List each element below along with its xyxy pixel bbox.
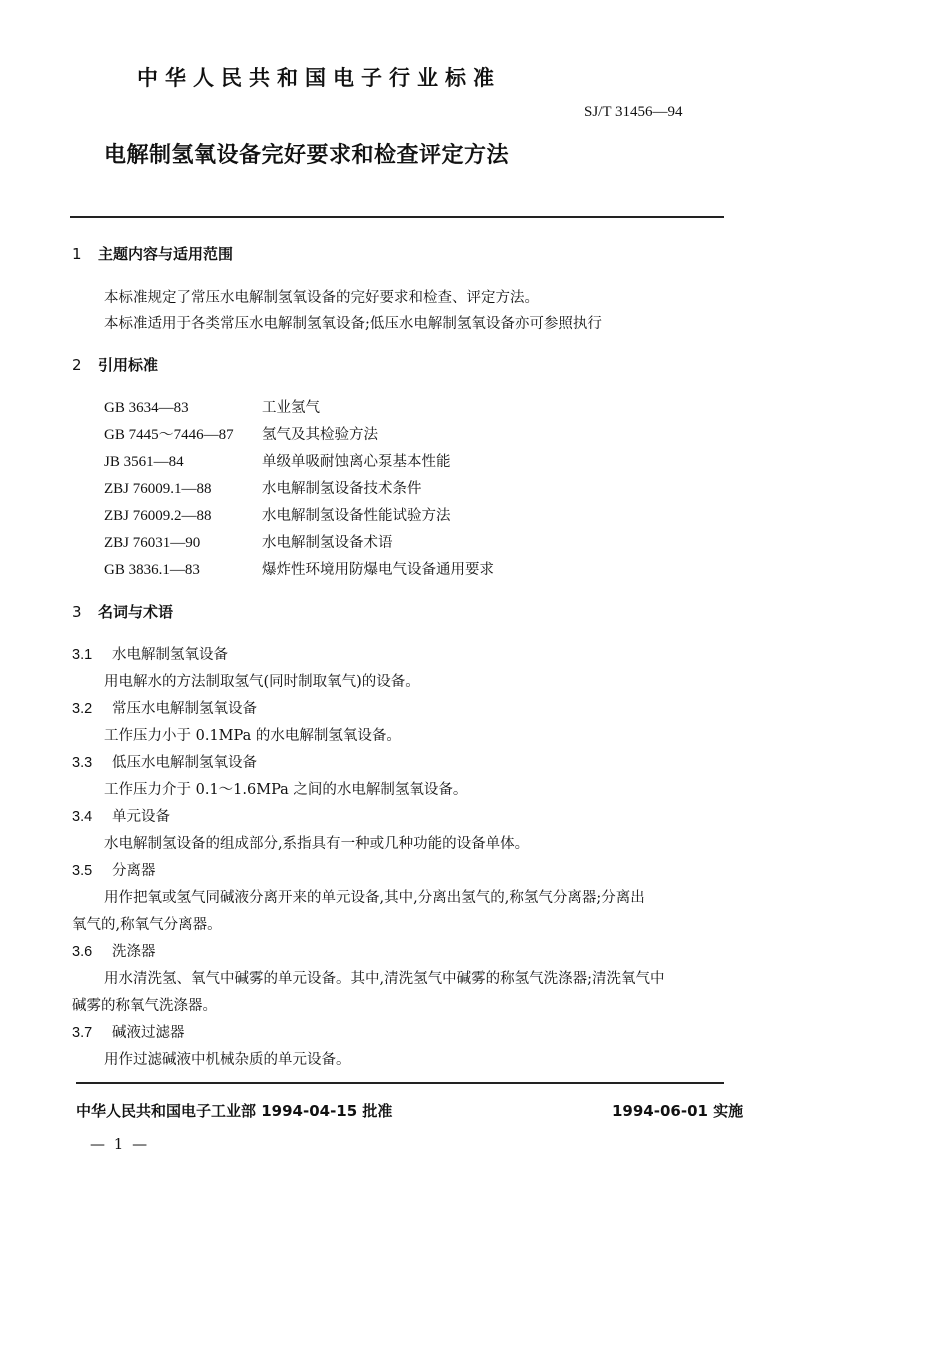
title-divider (70, 216, 724, 218)
page-number: — 1 — (90, 1135, 150, 1153)
term-name: 洗涤器 (112, 944, 156, 960)
reference-code: ZBJ 76031—90 (104, 535, 201, 551)
section-title: 名词与术语 (98, 603, 174, 621)
reference-code: ZBJ 76009.1—88 (104, 481, 212, 497)
term-definition: 工作压力小于 0.1MPa 的水电解制氢氧设备。 (104, 728, 401, 744)
reference-code: GB 3836.1—83 (104, 562, 200, 578)
term-number: 3.2 (72, 701, 93, 717)
term-definition: 用水清洗氢、氧气中碱雾的单元设备。其中,清洗氢气中碱雾的称氢气洗涤器;清洗氧气中 (104, 971, 665, 987)
term-definition: 用作把氧或氢气同碱液分离开来的单元设备,其中,分离出氢气的,称氢气分离器;分离出 (104, 890, 645, 906)
document-title: 电解制氢氧设备完好要求和检查评定方法 (104, 143, 510, 168)
term-name: 分离器 (112, 863, 156, 879)
paragraph: 本标准规定了常压水电解制氢氧设备的完好要求和检查、评定方法。 (104, 290, 539, 306)
term-name: 常压水电解制氢氧设备 (112, 701, 257, 717)
reference-name: 工业氢气 (262, 400, 320, 416)
term-name: 水电解制氢氧设备 (112, 647, 228, 663)
term-definition-continued: 碱雾的称氧气洗涤器。 (72, 998, 217, 1014)
term-name: 低压水电解制氢氧设备 (112, 755, 257, 771)
term-definition: 用作过滤碱液中机械杂质的单元设备。 (104, 1052, 351, 1068)
reference-name: 单级单吸耐蚀离心泵基本性能 (262, 454, 451, 470)
term-number: 3.5 (72, 863, 93, 879)
effective-date: 1994-06-01 实施 (612, 1102, 744, 1120)
term-heading (72, 1021, 185, 1042)
term-number: 3.7 (72, 1025, 93, 1041)
section-title: 引用标准 (98, 356, 159, 374)
section-number: 3 (72, 603, 82, 621)
section-2-heading (72, 354, 158, 375)
footer-divider (76, 1082, 724, 1084)
section-number: 2 (72, 356, 82, 374)
paragraph: 本标准适用于各类常压水电解制氢氧设备;低压水电解制氢氧设备亦可参照执行 (104, 316, 602, 332)
term-definition: 用电解水的方法制取氢气(同时制取氧气)的设备。 (104, 674, 420, 690)
section-title: 主题内容与适用范围 (98, 245, 234, 263)
term-heading (72, 805, 170, 826)
term-heading (72, 859, 156, 880)
term-name: 单元设备 (112, 809, 170, 825)
section-number: 1 (72, 245, 82, 263)
reference-row (104, 531, 393, 552)
reference-row (104, 396, 320, 417)
reference-name: 爆炸性环境用防爆电气设备通用要求 (262, 562, 494, 578)
reference-row (104, 504, 451, 525)
term-definition-continued: 氧气的,称氧气分离器。 (72, 917, 222, 933)
approval-note: 中华人民共和国电子工业部 1994-04-15 批准 (76, 1102, 393, 1120)
term-number: 3.3 (72, 755, 93, 771)
term-number: 3.4 (72, 809, 93, 825)
term-heading (72, 643, 228, 664)
term-number: 3.1 (72, 647, 93, 663)
reference-name: 水电解制氢设备性能试验方法 (262, 508, 451, 524)
reference-name: 水电解制氢设备术语 (262, 535, 393, 551)
reference-row (104, 477, 422, 498)
reference-name: 氢气及其检验方法 (262, 427, 378, 443)
term-heading (72, 751, 257, 772)
section-3-heading (72, 601, 173, 622)
reference-code: GB 7445～7446—87 (104, 427, 234, 443)
term-heading (72, 697, 257, 718)
section-1-heading (72, 243, 233, 264)
reference-row (104, 423, 378, 444)
reference-code: GB 3634—83 (104, 400, 189, 416)
term-definition: 水电解制氢设备的组成部分,系指具有一种或几种功能的设备单体。 (104, 836, 530, 852)
reference-code: ZBJ 76009.2—88 (104, 508, 212, 524)
term-heading (72, 940, 156, 961)
term-definition: 工作压力介于 0.1～1.6MPa 之间的水电解制氢氧设备。 (104, 782, 468, 798)
reference-code: JB 3561—84 (104, 454, 184, 470)
reference-row (104, 558, 494, 579)
term-number: 3.6 (72, 944, 93, 960)
term-name: 碱液过滤器 (112, 1025, 185, 1041)
standard-org-header: 中华人民共和国电子行业标准 (137, 66, 501, 90)
standard-code: SJ/T 31456—94 (584, 104, 683, 120)
reference-row (104, 450, 451, 471)
reference-name: 水电解制氢设备技术条件 (262, 481, 422, 497)
